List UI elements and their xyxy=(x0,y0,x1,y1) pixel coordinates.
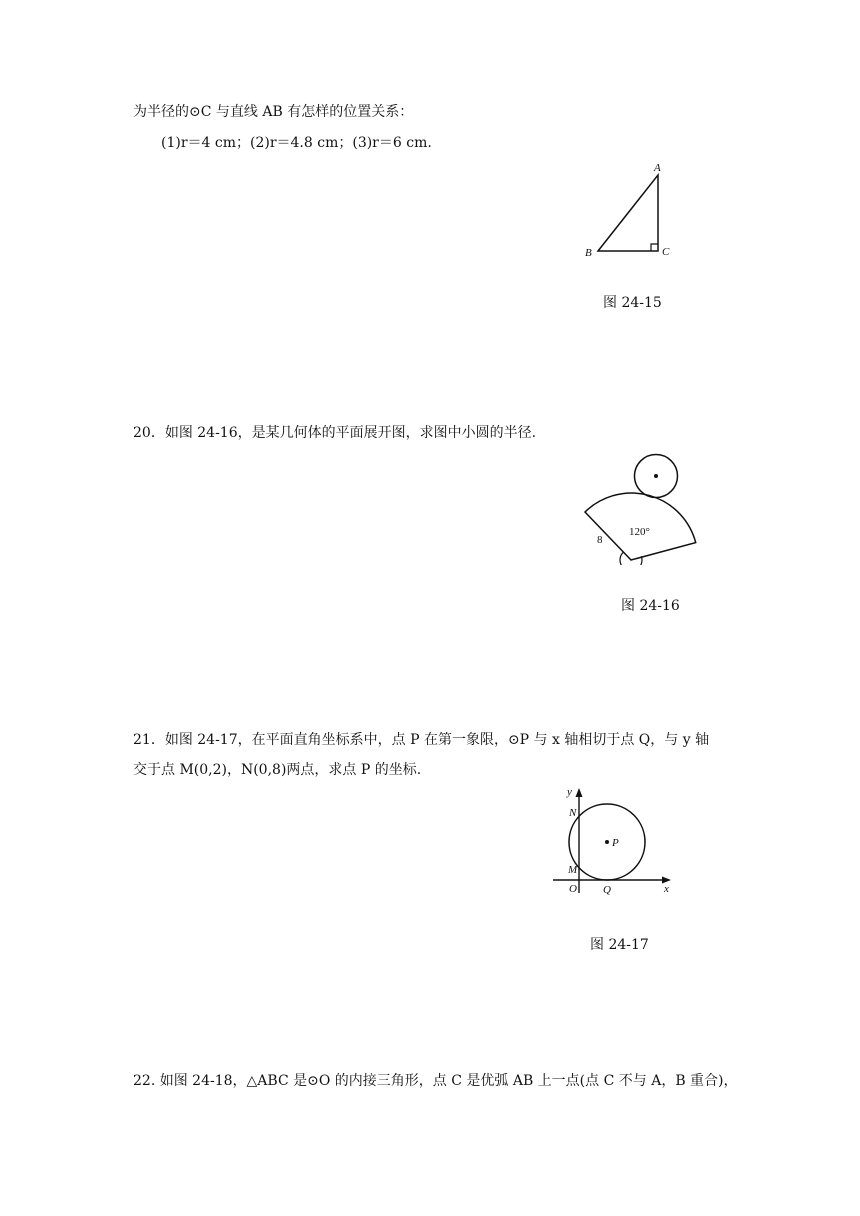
point-p-dot xyxy=(605,840,609,844)
label-o: O xyxy=(569,883,577,895)
q19-line1: 为半径的⊙C 与直线 AB 有怎样的位置关系： xyxy=(133,104,414,120)
caption-24-16: 图 24-16 xyxy=(621,598,680,614)
figure-24-17 xyxy=(550,785,680,910)
caption-24-15: 图 24-15 xyxy=(603,295,662,311)
label-x: x xyxy=(664,883,669,895)
q21-line2: 交于点 M(0,2)，N(0,8)两点，求点 P 的坐标. xyxy=(133,762,422,778)
q20-line1: 20．如图 24-16，是某几何体的平面展开图，求图中小圆的半径. xyxy=(133,425,537,441)
q21-line1: 21．如图 24-17，在平面直角坐标系中，点 P 在第一象限，⊙P 与 x 轴相切于点 Q，与 y 轴 xyxy=(133,732,710,748)
label-c: C xyxy=(662,246,670,258)
label-q: Q xyxy=(603,884,611,896)
small-circle-center-dot xyxy=(654,474,658,478)
right-angle-mark xyxy=(651,244,658,251)
angle-label: 120° xyxy=(629,526,650,538)
triangle-abc xyxy=(598,175,658,251)
label-y: y xyxy=(567,786,572,798)
q22-line1: 22. 如图 24-18，△ABC 是⊙O 的内接三角形，点 C 是优弧 AB 上一点(点 C 不与 A，B 重合)， xyxy=(133,1073,738,1089)
label-m: M xyxy=(568,864,578,876)
figure-24-15 xyxy=(578,158,688,263)
figure-24-16 xyxy=(576,450,706,565)
q19-line2: (1)r＝4 cm；(2)r＝4.8 cm；(3)r＝6 cm. xyxy=(161,135,432,151)
label-n: N xyxy=(569,807,577,819)
radius-label: 8 xyxy=(597,534,603,546)
caption-24-17: 图 24-17 xyxy=(590,937,649,953)
label-a: A xyxy=(654,162,661,174)
y-axis-arrow xyxy=(576,788,583,797)
label-b: B xyxy=(585,247,592,259)
label-p: P xyxy=(612,837,619,849)
